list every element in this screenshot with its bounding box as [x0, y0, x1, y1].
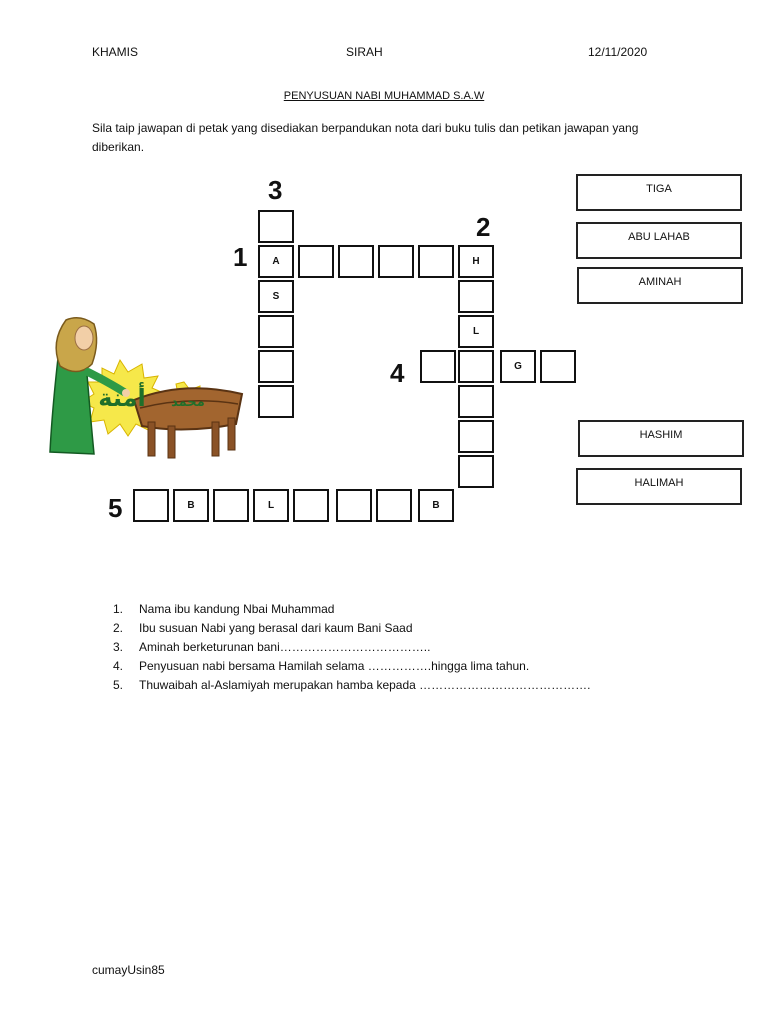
crossword-cell[interactable]	[258, 385, 294, 418]
clue-number-5: 5	[108, 493, 123, 523]
crossword-cell[interactable]	[378, 245, 414, 278]
crossword-cell[interactable]	[258, 315, 294, 348]
question-text: Aminah berketurunan bani………………………………..	[139, 640, 431, 654]
crossword-cell[interactable]: L	[253, 489, 289, 522]
answer-option-hashim[interactable]: HASHIM	[578, 420, 744, 457]
crossword-cell[interactable]: L	[458, 315, 494, 348]
header-date: 12/11/2020	[588, 45, 648, 59]
answer-option-tiga[interactable]: TIGA	[576, 174, 742, 211]
crossword-cell[interactable]	[458, 280, 494, 313]
crossword-cell[interactable]: H	[458, 245, 494, 278]
question-item	[113, 638, 591, 657]
answer-option-halimah[interactable]: HALIMAH	[576, 468, 742, 505]
crossword-cell[interactable]	[293, 489, 329, 522]
aminah-illustration	[44, 312, 249, 462]
crossword-cell[interactable]	[458, 455, 494, 488]
crossword-cell[interactable]	[458, 350, 494, 383]
question-item	[113, 619, 591, 638]
crossword-cell[interactable]	[338, 245, 374, 278]
clue-number-3: 3	[268, 175, 283, 205]
crossword-cell[interactable]: G	[500, 350, 536, 383]
question-item	[113, 676, 591, 695]
answer-option-abu-lahab[interactable]: ABU LAHAB	[576, 222, 742, 259]
page-title: PENYUSUAN NABI MUHAMMAD S.A.W	[283, 90, 485, 102]
question-number: 3.	[113, 640, 124, 654]
question-text: Ibu susuan Nabi yang berasal dari kaum Bani Saad	[139, 621, 413, 635]
instruction-text: Sila taip jawapan di petak yang disediakan berpandukan nota dari buku tulis dan petikan jawapan yang diberikan.	[92, 121, 639, 154]
question-item	[113, 657, 591, 676]
crossword-cell[interactable]	[258, 210, 294, 243]
crossword-cell[interactable]	[540, 350, 576, 383]
crossword-cell[interactable]: S	[258, 280, 294, 313]
header-subject: SIRAH	[346, 45, 383, 59]
crossword-cell[interactable]	[418, 245, 454, 278]
question-number: 4.	[113, 659, 124, 673]
crossword-cell[interactable]	[133, 489, 169, 522]
question-number: 2.	[113, 621, 124, 635]
crossword-cell[interactable]	[298, 245, 334, 278]
clue-number-1: 1	[233, 242, 248, 272]
question-list	[113, 600, 591, 695]
crossword-cell[interactable]	[376, 489, 412, 522]
header-day: KHAMIS	[92, 45, 139, 59]
clue-number-4: 4	[390, 358, 405, 388]
question-item	[113, 600, 591, 619]
question-text: Penyusuan nabi bersama Hamilah selama …………….hingga lima tahun.	[139, 659, 530, 673]
question-text: Thuwaibah al-Aslamiyah merupakan hamba kepada …………………………………….	[139, 678, 591, 692]
crossword-cell[interactable]	[258, 350, 294, 383]
footer-author: cumayUsin85	[92, 963, 165, 977]
clue-number-2: 2	[476, 212, 491, 242]
crossword-cell[interactable]	[336, 489, 372, 522]
answer-option-aminah[interactable]: AMINAH	[577, 267, 743, 304]
crossword-cell[interactable]: A	[258, 245, 294, 278]
woman-face-shape	[75, 326, 93, 350]
arabic-small-text: محمد	[171, 395, 205, 410]
crossword-cell[interactable]	[458, 420, 494, 453]
crossword-cell[interactable]	[420, 350, 456, 383]
question-number: 1.	[113, 602, 124, 616]
arabic-text: أمنة	[98, 384, 146, 412]
crossword-cell[interactable]	[458, 385, 494, 418]
crossword-cell[interactable]: B	[173, 489, 209, 522]
crossword-cell[interactable]: B	[418, 489, 454, 522]
question-text: Nama ibu kandung Nbai Muhammad	[139, 602, 335, 616]
crossword-cell[interactable]	[213, 489, 249, 522]
question-number: 5.	[113, 678, 124, 692]
